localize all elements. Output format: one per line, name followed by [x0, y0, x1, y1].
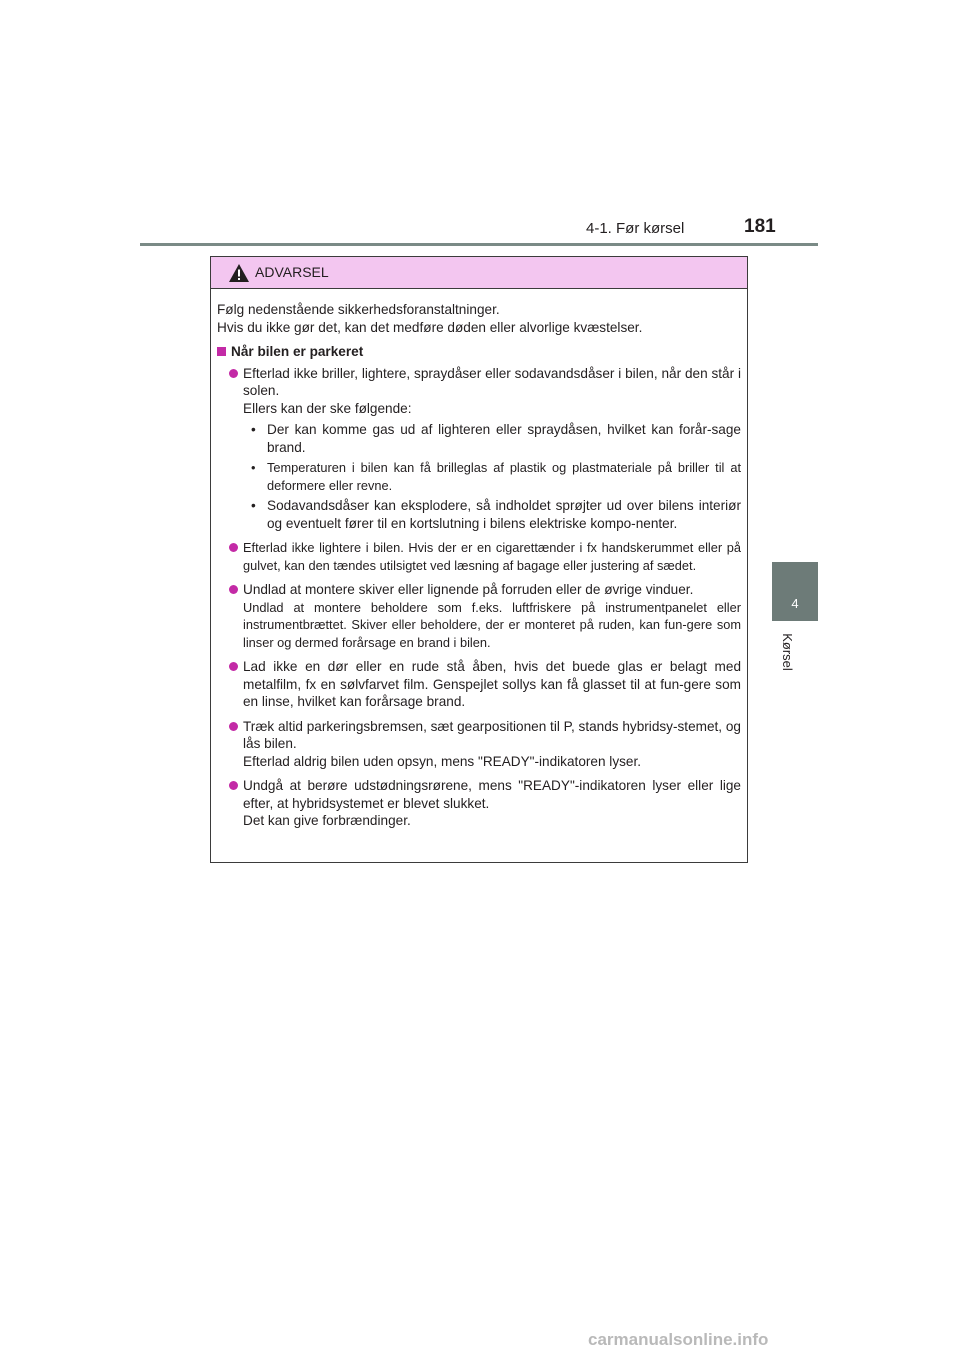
item-text: Efterlad aldrig bilen uden opsyn, mens "READY"-indikatoren lyser.: [243, 753, 642, 769]
item-text: Undlad at montere beholdere som f.eks. luftfriskere på instrumentpanelet eller instrumentbrættet. Skiver eller beholdere, der er monteret på ruden, kan fun-gere som linser og dermed forårsage en brand i bilen.: [243, 599, 741, 650]
round-bullet-icon: [229, 781, 238, 790]
page-number: 181: [744, 216, 776, 237]
warning-header: [211, 257, 747, 289]
list-item: [217, 539, 741, 574]
section-heading: [217, 343, 741, 361]
intro-line: Hvis du ikke gør det, kan det medføre døden eller alvorlige kvæstelser.: [217, 319, 643, 335]
item-text: Træk altid parkeringsbremsen, sæt gearpositionen til P, stands hybridsy-stemet, og lås bilen.: [243, 718, 741, 751]
intro-line: Følg nedenstående sikkerhedsforanstaltninger.: [217, 302, 500, 317]
item-text: Efterlad ikke lightere i bilen. Hvis der er en cigarettænder i fx handskerummet eller på gulvet, kan den tændes utilsigtet ved læsning af bagage eller justering af sædet.: [243, 540, 741, 573]
chapter-label: Kørsel: [780, 633, 795, 671]
watermark: carmanualsonline.info: [588, 1330, 769, 1349]
warning-box: [210, 256, 748, 863]
round-bullet-icon: [229, 662, 238, 671]
sub-list: [243, 421, 741, 532]
sub-list-item: • Sodavandsdåser kan eksplodere, så indholdet sprøjter ud over bilens interiør og eventuelt fører til en kortslutning i bilens elektriske kompo-nenter.: [249, 497, 741, 532]
round-bullet-icon: [229, 369, 238, 378]
sub-list-item: • Temperaturen i bilen kan få brilleglas af plastik og plastmateriale på briller til at deformere eller revne.: [249, 459, 741, 494]
warning-triangle-icon: [228, 263, 250, 283]
section-heading-text: Når bilen er parkeret: [231, 344, 364, 359]
list-item: [217, 718, 741, 771]
item-text: Ellers kan der ske følgende:: [243, 400, 412, 416]
list-item: [217, 581, 741, 651]
header-rule: [140, 243, 818, 246]
item-text: Lad ikke en dør eller en rude stå åben, hvis det buede glas er belagt med metalfilm, fx en sølvfarvet film. Genspejlet sollys kan få glasset til at fun-gere som en linse, hvilket kan forårsage brand.: [243, 659, 741, 709]
list-item: [217, 658, 741, 711]
round-bullet-icon: [229, 722, 238, 731]
warning-body: [211, 289, 747, 830]
chapter-tab: 4: [772, 562, 818, 621]
section-title: 4-1. Før kørsel: [586, 220, 685, 237]
item-text: Efterlad ikke briller, lightere, spraydåser eller sodavandsdåser i bilen, når den står i solen.: [243, 365, 741, 398]
list-item: [217, 365, 741, 533]
square-bullet-icon: [217, 347, 226, 356]
item-text: Undlad at montere skiver eller lignende på forruden eller de øvrige vinduer.: [243, 582, 694, 597]
item-text: Det kan give forbrændinger.: [243, 813, 411, 828]
list-item: [217, 777, 741, 830]
warning-title: ADVARSEL: [255, 264, 329, 280]
item-text: Undgå at berøre udstødningsrørene, mens "READY"-indikatoren lyser eller lige efter, at hybridsystemet er blevet slukket.: [243, 778, 741, 811]
round-bullet-icon: [229, 585, 238, 594]
round-bullet-icon: [229, 543, 238, 552]
sub-list-item: • Der kan komme gas ud af lighteren eller spraydåsen, hvilket kan forår-sage brand.: [249, 421, 741, 456]
